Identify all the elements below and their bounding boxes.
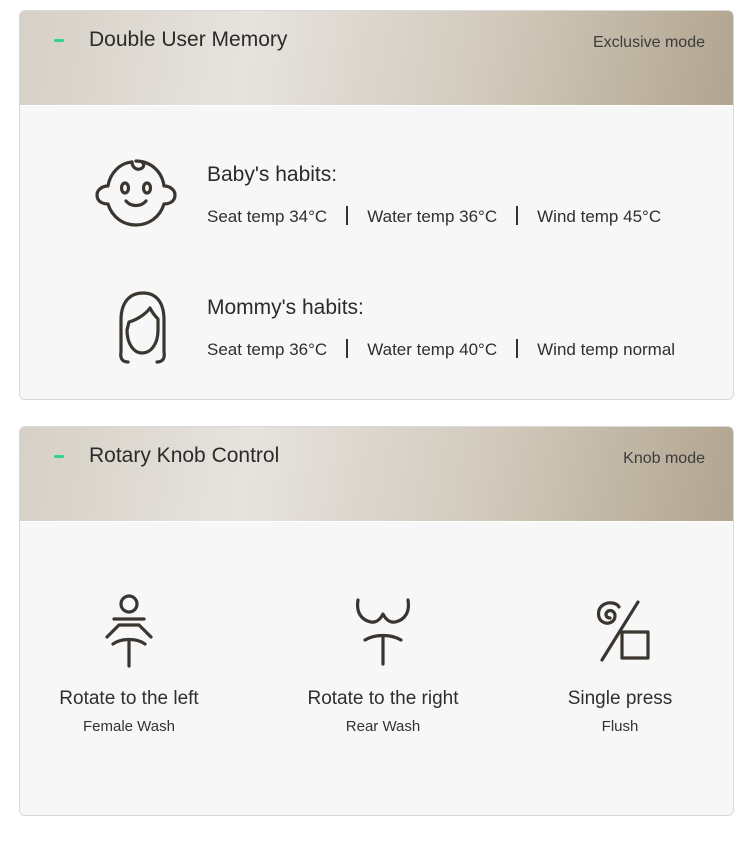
- baby-water-temp: Water temp 36°C: [367, 207, 498, 226]
- baby-face-icon: [92, 153, 180, 233]
- mommy-wind-temp: Wind temp normal: [537, 340, 676, 359]
- mommy-habit-row: [20, 286, 733, 376]
- single-press-control: [500, 592, 734, 735]
- flush-icon: [588, 592, 652, 672]
- baby-habit-title: Baby's habits:: [207, 163, 338, 186]
- flush-label: Flush: [601, 718, 639, 735]
- mommy-habit-title: Mommy's habits:: [207, 296, 364, 319]
- exclusive-mode-label: Exclusive mode: [592, 34, 705, 51]
- single-press-label: Single press: [567, 688, 673, 709]
- mommy-seat-temp: Seat temp 36°C: [207, 340, 328, 359]
- memory-section-title: Double User Memory: [89, 28, 288, 51]
- rear-wash-icon: [351, 592, 415, 672]
- rotate-left-control: [19, 592, 249, 735]
- rotary-knob-control-card: [19, 426, 734, 816]
- memory-card-body: [20, 106, 733, 399]
- rotate-right-label: Rotate to the right: [307, 688, 459, 709]
- knob-mode-label: Knob mode: [623, 450, 705, 467]
- separator: [346, 206, 348, 225]
- baby-habit-temps: [207, 206, 661, 227]
- baby-habit-row: [20, 153, 733, 243]
- rear-wash-label: Rear Wash: [345, 718, 421, 735]
- mommy-face-icon: [92, 286, 180, 366]
- female-wash-icon: [97, 592, 161, 672]
- knob-section-title: Rotary Knob Control: [89, 444, 280, 467]
- double-user-memory-card: [19, 10, 734, 400]
- baby-wind-temp: Wind temp 45°C: [537, 207, 662, 226]
- rotate-left-label: Rotate to the left: [59, 688, 199, 709]
- memory-card-header: [20, 11, 733, 106]
- mommy-habit-temps: [207, 339, 675, 360]
- separator: [516, 339, 518, 358]
- rotate-right-control: [263, 592, 503, 735]
- baby-seat-temp: Seat temp 34°C: [207, 207, 328, 226]
- separator: [516, 206, 518, 225]
- female-wash-label: Female Wash: [83, 718, 175, 735]
- separator: [346, 339, 348, 358]
- knob-card-body: [20, 522, 733, 815]
- accent-dash: [54, 455, 64, 458]
- knob-card-header: [20, 427, 733, 522]
- accent-dash: [54, 39, 64, 42]
- mommy-water-temp: Water temp 40°C: [367, 340, 498, 359]
